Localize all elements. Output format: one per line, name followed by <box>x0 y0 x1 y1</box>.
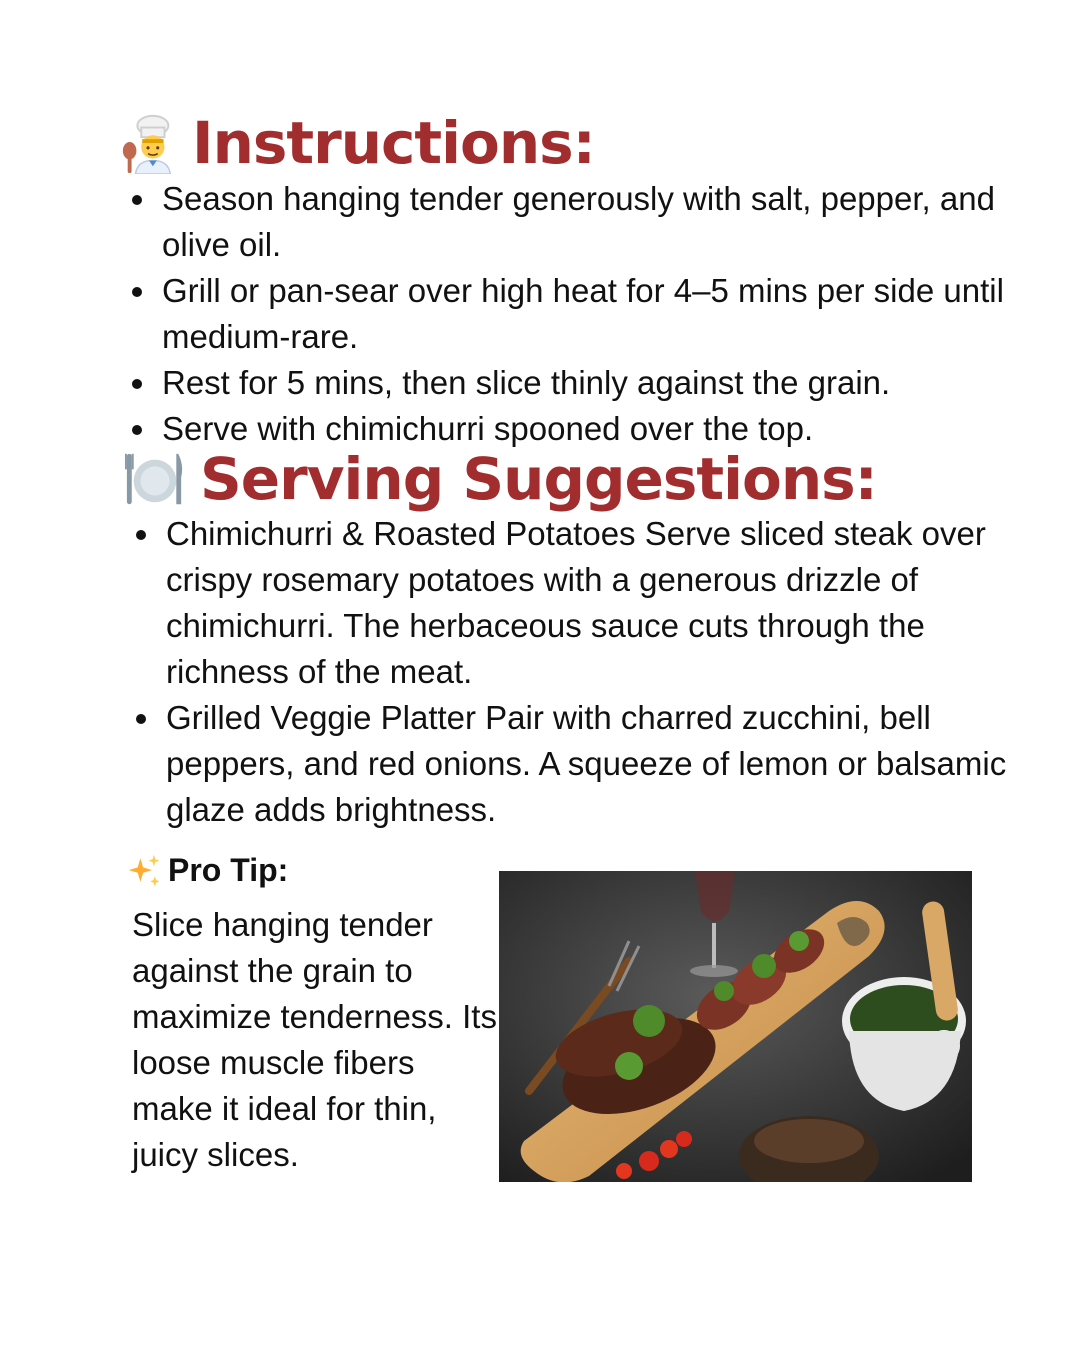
list-item: Chimichurri & Roasted Potatoes Serve sliced steak over crispy rosemary potatoes with a generous drizzle of chimichurri. The herbaceous sauce cuts through the richness of the meat. <box>132 511 1012 695</box>
pro-tip-text: Slice hanging tender against the grain to maximize tenderness. Its loose muscle fibers make it ideal for thin, juicy slices. <box>132 906 497 1173</box>
list-item: Grilled Veggie Platter Pair with charred zucchini, bell peppers, and red onions. A squeeze of lemon or balsamic glaze adds brightness. <box>132 695 1012 833</box>
instructions-heading <box>118 109 595 177</box>
chef-icon <box>118 112 180 174</box>
pro-tip-label: Pro Tip: <box>168 852 289 888</box>
steak-board-photo <box>499 871 972 1182</box>
instructions-list <box>128 176 1018 452</box>
list-item: Grill or pan-sear over high heat for 4–5 mins per side until medium-rare. <box>128 268 1018 360</box>
instructions-title: Instructions: <box>192 109 595 177</box>
list-item: Rest for 5 mins, then slice thinly against the grain. <box>128 360 1018 406</box>
list-item: Season hanging tender generously with salt, pepper, and olive oil. <box>128 176 1018 268</box>
serving-heading <box>124 445 877 513</box>
pro-tip-heading <box>126 852 288 889</box>
serving-list <box>132 511 1012 833</box>
serving-title: Serving Suggestions: <box>200 445 877 513</box>
sparkles-icon <box>126 853 162 889</box>
plate-fork-knife-icon <box>124 448 186 510</box>
list-item: Serve with chimichurri spooned over the top. <box>128 406 1018 452</box>
